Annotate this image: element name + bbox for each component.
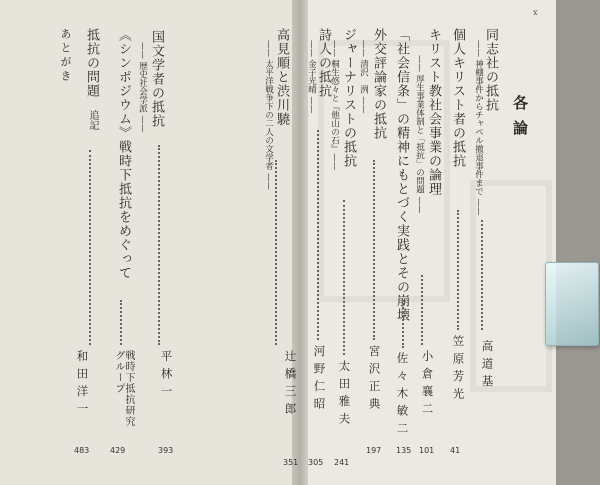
toc-entry-title: 個人キリスト者の抵抗 bbox=[450, 28, 465, 168]
toc-entry-author: 和田洋一 bbox=[75, 350, 90, 420]
toc-entry-subtitle: 追記 bbox=[87, 110, 98, 130]
toc-entry-author: 辻橋三郎 bbox=[283, 350, 298, 420]
toc-entry-title: ジャーナリストの抵抗 bbox=[341, 28, 356, 168]
toc-entry-author: 佐々木敏二 bbox=[395, 352, 410, 440]
toc-entry-title: 抵抗の問題 bbox=[84, 28, 99, 98]
toc-entry-title: 「社会信条」の精神にもとづく実践とその崩壊 bbox=[394, 28, 409, 322]
toc-entry-title: あとがき bbox=[59, 28, 72, 84]
toc-entry-page: 197 bbox=[366, 446, 382, 455]
toc-entry-title: 詩人の抵抗 bbox=[316, 28, 331, 98]
toc-entry-subtitle: —— 桐生悠々と『他山の石』—— bbox=[329, 40, 340, 171]
toc-entry-page: 101 bbox=[419, 446, 435, 455]
toc-entry-subtitle: —— 厚生事業体制と「抵抗」の問題 —— bbox=[414, 55, 425, 214]
toc-entry-subtitle: —— 太平洋戦争下の二人の文学者 —— bbox=[263, 40, 274, 190]
toc-entry-author: 宮沢正典 bbox=[367, 345, 382, 415]
glass-paperweight bbox=[545, 262, 599, 346]
toc-entry-subtitle: —— 金子光晴 —— bbox=[306, 40, 317, 114]
toc-entry-author: 河野仁昭 bbox=[312, 345, 327, 415]
toc-entry-title: 高見順と渋川驍 bbox=[274, 28, 289, 126]
leader-dots bbox=[373, 160, 375, 340]
page-mark: x bbox=[533, 8, 538, 17]
toc-entry-title: 外交評論家の抵抗 bbox=[371, 28, 386, 140]
toc-entry-author: 太田雅夫 bbox=[337, 360, 352, 430]
toc-entry-title: 国文学者の抵抗 bbox=[149, 30, 164, 128]
toc-entry-title: 《シンポジウム》戦時下抵抗をめぐって bbox=[116, 28, 131, 280]
leader-dots bbox=[421, 275, 423, 345]
leader-dots bbox=[158, 145, 160, 345]
leader-dots bbox=[89, 150, 91, 345]
toc-entry-page: 393 bbox=[158, 446, 174, 455]
toc-entry-title: キリスト教社会事業の論理 bbox=[426, 28, 441, 196]
toc-entry-author: 平林一 bbox=[159, 350, 174, 403]
toc-entry-author: 戦時下抵抗研究グループ bbox=[113, 350, 134, 427]
toc-entry-page: 483 bbox=[74, 446, 90, 455]
leader-dots bbox=[402, 300, 404, 348]
leader-dots bbox=[275, 160, 277, 345]
toc-entry-subtitle: —— 歴史社会学派 —— bbox=[137, 42, 148, 133]
toc-entry-page: 351 bbox=[283, 458, 299, 467]
section-title: 各論 bbox=[511, 95, 529, 145]
toc-entry-author: 小倉襄二 bbox=[420, 350, 435, 420]
toc-entry-page: 305 bbox=[308, 458, 324, 467]
leader-dots bbox=[317, 130, 319, 340]
toc-entry-title: 同志社の抵抗 bbox=[483, 28, 498, 112]
toc-entry-page: 41 bbox=[450, 446, 461, 455]
page-edge-background bbox=[556, 0, 600, 485]
toc-entry-page: 429 bbox=[110, 446, 126, 455]
toc-entry-page: 241 bbox=[334, 458, 350, 467]
leader-dots bbox=[481, 220, 483, 330]
toc-entry-author: 笠原芳光 bbox=[451, 335, 466, 405]
leader-dots bbox=[120, 300, 122, 345]
toc-entry-page: 135 bbox=[396, 446, 412, 455]
toc-entry-subtitle: —— 清沢 洌 —— bbox=[358, 40, 369, 114]
leader-dots bbox=[457, 210, 459, 330]
leader-dots bbox=[343, 200, 345, 355]
toc-entry-subtitle: —— 神棚事件からチャペル撤退事件まで —— bbox=[473, 40, 484, 216]
toc-entry-author: 高道基 bbox=[480, 340, 495, 393]
